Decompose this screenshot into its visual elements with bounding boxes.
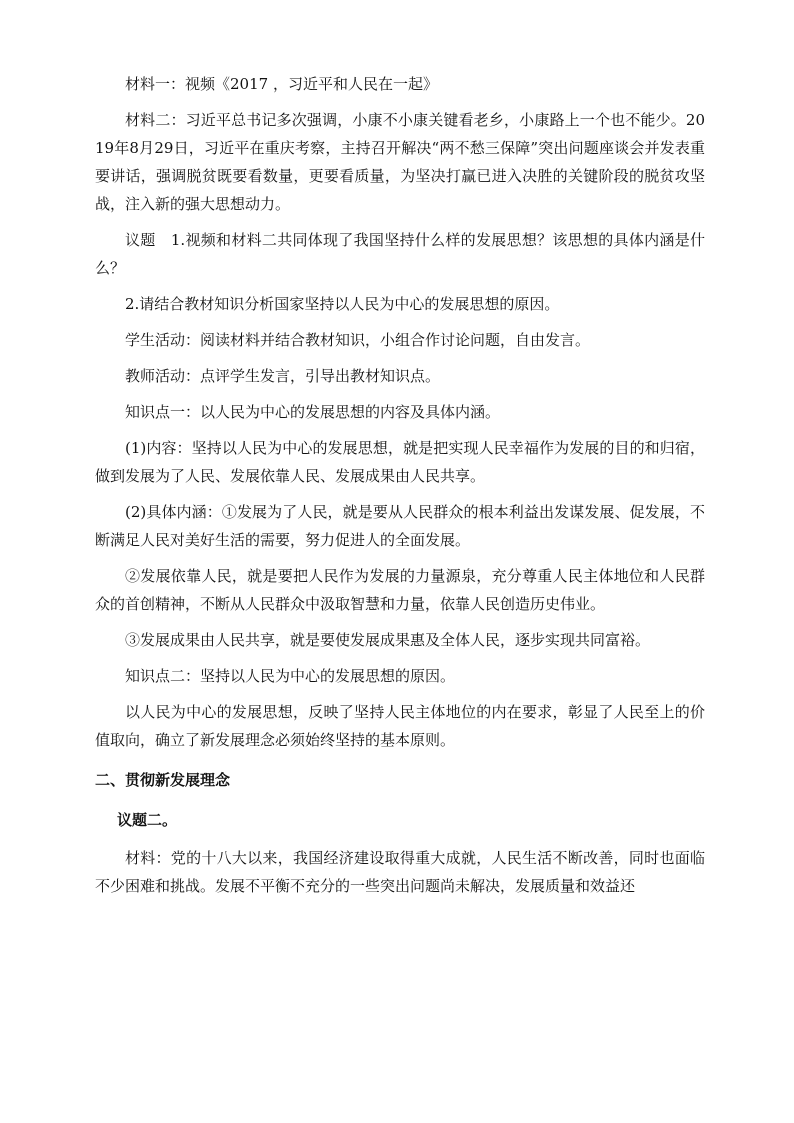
topic-question-2: 2.请结合教材知识分析国家坚持以人民为中心的发展思想的原因。 [125, 295, 560, 313]
topic-two-heading: 议题二。 [117, 811, 178, 829]
material-two: 材料二：习近平总书记多次强调，小康不小康关键看老乡，小康路上一个也不能少。2019年8月29日，习近平在重庆考察，主持召开解决“两不愁三保障”突出问题座谈会并发表重要讲话，强调脱贫既要看数量，更要看质量，为坚决打赢已进入决胜的关键阶段的脱贫攻坚战，注入新的强大思想动力。 [95, 111, 705, 213]
document-page [95, 70, 705, 908]
material-one: 材料一：视频《2017 ，习近平和人民在一起》 [125, 75, 438, 93]
knowledge-point-one: 知识点一：以人民为中心的发展思想的内容及具体内涵。 [125, 403, 501, 421]
knowledge-content: (1)内容：坚持以人民为中心的发展思想，就是把实现人民幸福作为发展的目的和归宿，做到发展为了人民、发展依靠人民、发展成果由人民共享。 [95, 439, 705, 485]
section-heading: 二、贯彻新发展理念 [95, 771, 231, 789]
knowledge-connotation-2: ②发展依靠人民，就是要把人民作为发展的力量源泉，充分尊重人民主体地位和人民群众的首创精神，不断从人民群众中汲取智慧和力量，依靠人民创造历史伟业。 [95, 567, 705, 613]
topic-question-1: 议题 1.视频和材料二共同体现了我国坚持什么样的发展思想？该思想的具体内涵是什么？ [95, 231, 705, 277]
teacher-activity: 教师活动：点评学生发言，引导出教材知识点。 [125, 367, 441, 385]
student-activity: 学生活动：阅读材料并结合教材知识，小组合作讨论问题，自由发言。 [125, 331, 591, 349]
knowledge-reason: 以人民为中心的发展思想，反映了坚持人民主体地位的内在要求，彰显了人民至上的价值取向，确立了新发展理念必须始终坚持的基本原则。 [95, 703, 705, 749]
knowledge-connotation-1: (2)具体内涵：①发展为了人民，就是要从人民群众的根本利益出发谋发展、促发展，不断满足人民对美好生活的需要，努力促进人的全面发展。 [95, 503, 705, 549]
material-paragraph: 材料：党的十八大以来，我国经济建设取得重大成就，人民生活不断改善，同时也面临不少困难和挑战。发展不平衡不充分的一些突出问题尚未解决，发展质量和效益还 [95, 849, 705, 895]
knowledge-connotation-3: ③发展成果由人民共享，就是要使发展成果惠及全体人民，逐步实现共同富裕。 [125, 631, 651, 649]
knowledge-point-two: 知识点二：坚持以人民为中心的发展思想的原因。 [125, 667, 456, 685]
